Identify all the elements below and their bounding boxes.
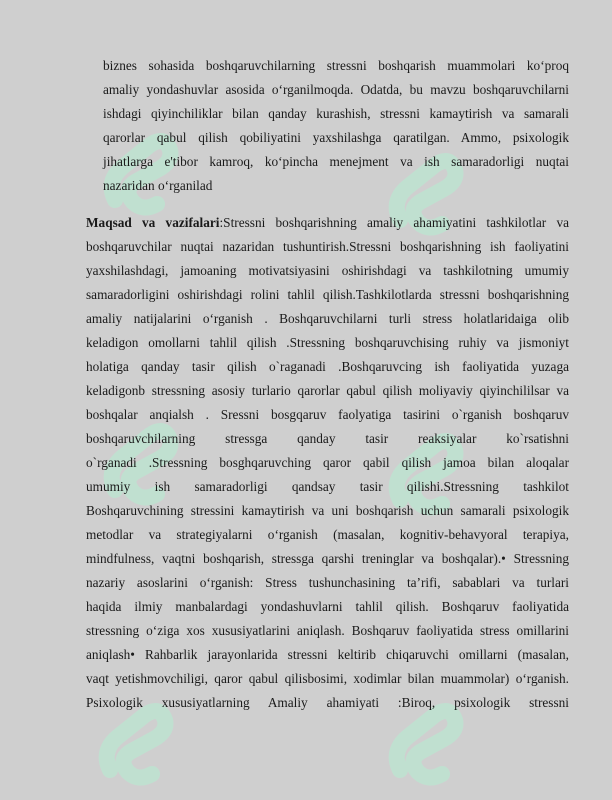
paragraph-line: amaliy natijalarini o‘rganish . Boshqaruvchilarni turli stress holatlaridaiga olib	[86, 311, 569, 326]
paragraph-line: metodlar va strategiyalarni o‘rganish (masalan, kognitiv-behavyoral terapiya,	[86, 527, 569, 542]
paragraph-line: keladigon omollarni tahlil qilish .Stressning boshqaruvchising ruhiy va jismoniyt	[86, 335, 569, 350]
paragraph-line: Psixologik xususiyatlarning Amaliy ahamiyati :Biroq, psixologik stressni	[86, 695, 569, 710]
paragraph-line: Boshqaruvchining stressini kamaytirish va uni boshqarish uchun samarali psixologik	[86, 503, 569, 518]
paragraph-line	[86, 211, 569, 235]
paragraph-line: aniqlash• Rahbarlik jarayonlarida stressni keltirib chiqaruvchi omillarni (masalan,	[86, 647, 569, 662]
paragraph-line: amaliy yondashuvlar asosida o‘rganilmoqda. Odatda, bu mavzu boshqaruvchilarni	[103, 82, 569, 97]
paragraph-line: jihatlarga e'tibor kamroq, ko‘pincha menejment va ish samaradorligi nuqtai	[103, 154, 569, 169]
paragraph-line: vaqt yetishmovchiligi, qaror qabul qilisbosimi, xodimlar bilan muammolar) o‘rganish.	[86, 671, 569, 686]
paragraph-line: nazariy asoslarini o‘rganish: Stress tushunchasining ta’rifi, sabablari va turlari	[86, 575, 569, 590]
paragraph-line: nazaridan o‘rganilad	[103, 178, 213, 193]
paragraph-line: yaxshilashdagi, jamoaning motivatsiyasini oshirishdagi va tashkilotning umumiy	[86, 263, 569, 278]
paragraph-line: o`rganadi .Stressning bosghqaruvching qaror qabil qilish jamoa bilan aloqalar	[86, 455, 569, 470]
heading-continuation: :Stressni boshqarishning amaliy ahamiyatini tashkilotlar va	[219, 215, 570, 230]
goals-paragraph	[86, 211, 569, 715]
paragraph-line: stressning o‘ziga xos xususiyatlarini aniqlash. Boshqaruv faoliyatida stress omillarini	[86, 623, 569, 638]
paragraph-line: ishdagi qiyinchiliklar bilan qanday kurashish, stressni kamaytirish va samarali	[103, 106, 569, 121]
section-heading: Maqsad va vazifalari	[86, 215, 220, 230]
paragraph-line: mindfulness, vaqtni boshqarish, stressga qarshi treninglar va boshqalar).• Stressning	[86, 551, 569, 566]
paragraph-line: boshqalar anqialsh . Sressni bosgqaruv faolyatiga tasirini o`rganish boshqaruv	[86, 407, 569, 422]
paragraph-line: holatiga qanday tasir qilish o`raganadi .Boshqaruvcing ish faoliyatida yuzaga	[86, 359, 569, 374]
paragraph-line: umumiy ish samaradorligi qandsay tasir qilishi.Stressning tashkilot	[86, 479, 569, 494]
paragraph-line: boshqaruvchilar nuqtai nazaridan tushuntirish.Stressni boshqarishning ish faoliyatini	[86, 239, 569, 254]
intro-paragraph	[103, 54, 569, 198]
paragraph-line: samaradorligini oshirishdagi rolini tahlil qilish.Tashkilotlarda stressni boshqarishning	[86, 287, 569, 302]
paragraph-line: boshqaruvchilarning stressga qanday tasir reaksiyalar ko`rsatishni	[86, 431, 569, 446]
paragraph-line: qarorlar qabul qilish qobiliyatini yaxshilashga qaratilgan. Ammo, psixologik	[103, 130, 569, 145]
paragraph-line: haqida ilmiy manbalardagi yondashuvlarni tahlil qilish. Boshqaruv faoliyatida	[86, 599, 569, 614]
paragraph-line: biznes sohasida boshqaruvchilarning stressni boshqarish muammolari ko‘proq	[103, 58, 569, 73]
paragraph-line: keladigonb stressning asosiy turlario qarorlar qabul qilish moliyaviy qiyinchililsar va	[86, 383, 569, 398]
